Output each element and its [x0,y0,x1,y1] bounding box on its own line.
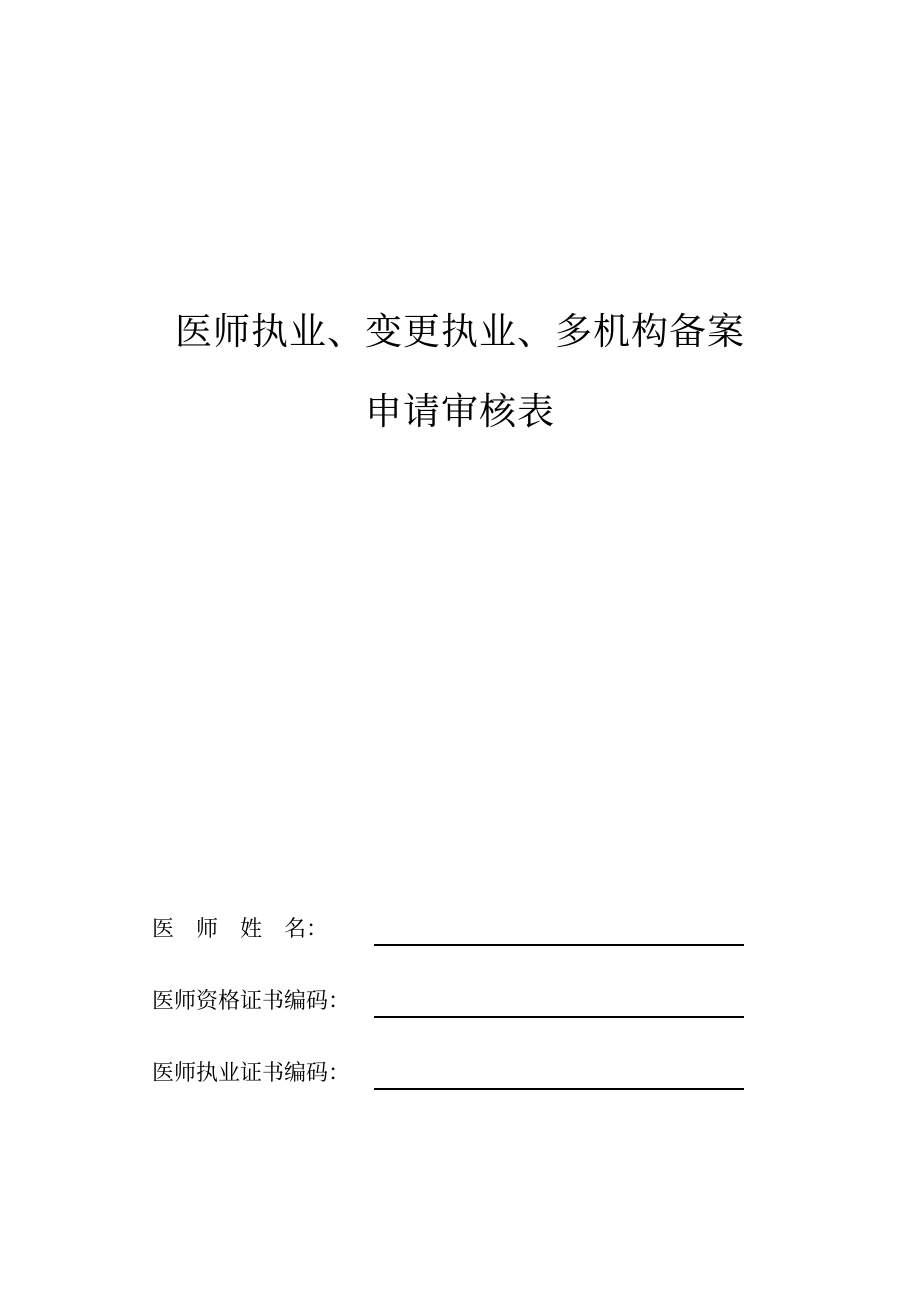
practice-cert-number-field[interactable] [374,1062,744,1090]
qualification-cert-number-label: 医师资格证书编码： [152,989,351,1014]
qualification-cert-number-field[interactable] [374,990,744,1018]
practice-cert-number-label: 医师执业证书编码： [152,1061,351,1086]
field-row-practice-cert [152,1056,752,1128]
title-line-1: 医师执业、变更执业、多机构备案 [175,310,745,353]
applicant-info-fields [152,912,752,1128]
field-row-physician-name [152,912,752,984]
field-row-qualification-cert [152,984,752,1056]
title-line-2: 申请审核表 [365,390,555,433]
document-title [0,292,920,452]
physician-name-label: 医 师 姓 名： [152,917,329,942]
physician-name-field[interactable] [374,918,744,946]
